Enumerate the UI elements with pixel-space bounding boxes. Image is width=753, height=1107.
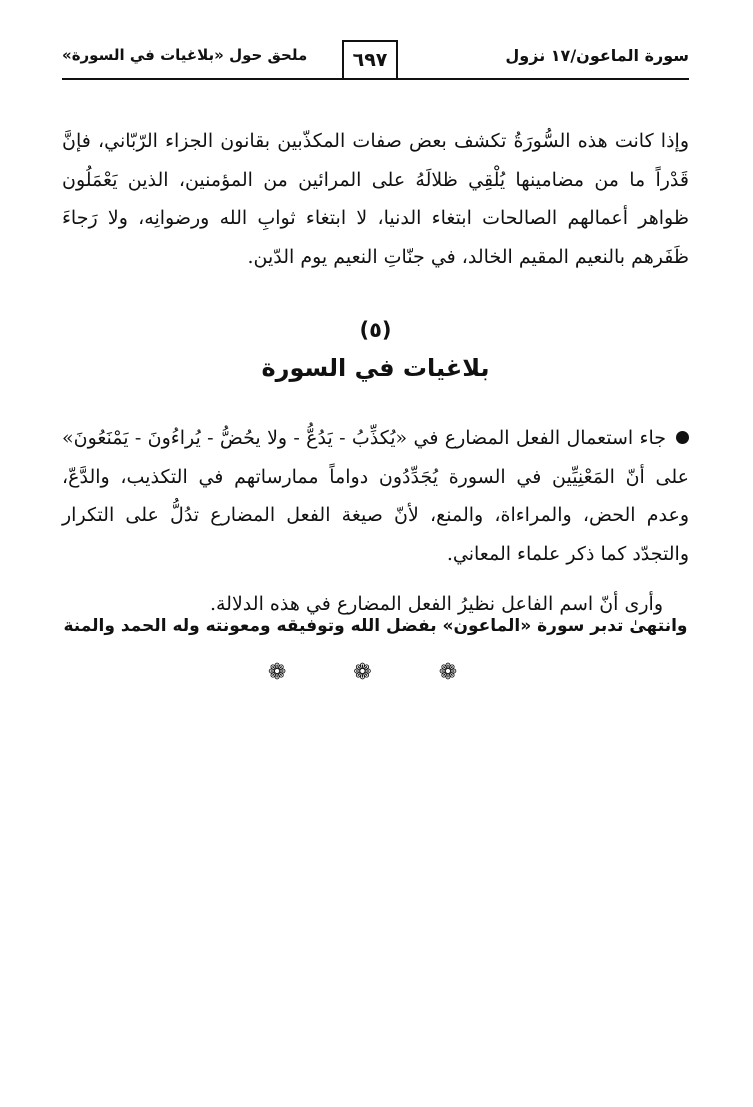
floral-ornament-icon: ❁ (353, 660, 398, 685)
floral-ornament-icon: ❁ (267, 660, 313, 685)
paragraph-active-participle: وأرى أنّ اسم الفاعل نظيرُ الفعل المضارع في هذه الدلالة. (209, 593, 663, 615)
paragraph-present-tense (62, 419, 689, 573)
bullet-icon (676, 431, 689, 444)
page-number: ٦٩٧ (342, 40, 398, 80)
section-title: بلاغيات في السورة (261, 354, 490, 382)
closing-line: وانتهىٰ تدبر سورة «الماعون» بفضل الله وتوفيقه ومعونته وله الحمد والمنة (63, 616, 688, 636)
paragraph-present-tense-text: جاء استعمال الفعل المضارع في «يُكذِّبُ - يَدُعُّ - ولا يحُضُّ - يُراءُونَ - يَمْنَعُونَ» على أنّ المَعْنِيِّين في السورة يُجَدِّدُون دواماً ممارساتهم في التكذيب، والدَّعّ، وعدم الحض، والمراءاة، والمنع، لأنّ صيغة الفعل المضارع تدُلُّ على التكرار والتجدّد كما ذكر علماء المعاني. (62, 427, 689, 565)
header-appendix-title: ملحق حول «بلاغيات في السورة» (62, 46, 308, 64)
ornament-divider (62, 660, 689, 685)
running-header (62, 40, 689, 80)
header-rule (62, 78, 689, 80)
section-number: (٥) (359, 318, 392, 342)
header-surah-title: سورة الماعون/١٧ نزول (505, 46, 689, 65)
floral-ornament-icon: ❁ (438, 660, 484, 685)
paragraph-hypocrisy: وإذا كانت هذه السُّورَةُ تكشف بعض صفات المكذّبين بقانون الجزاء الرّبّاني، فإنَّ قَدْراً ما من مضامينها يُلْقِي ظلالَهُ على المرائين من المؤمنين، الذين يَعْمَلُون ظواهر أعمالهم الصالحات ابتغاء الدنيا، لا ابتغاء ثوابِ الله ورضوانِه، ولا رَجاءَ ظَفَرهم بالنعيم المقيم الخالد، في جنّاتِ النعيم يوم الدّين. (62, 130, 689, 268)
